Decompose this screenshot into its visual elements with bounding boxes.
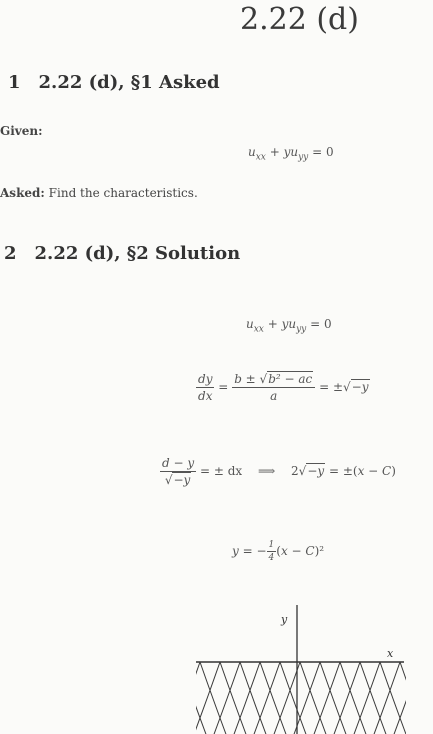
given-label: Given:	[0, 124, 43, 138]
section-1-number: 1	[8, 72, 21, 93]
section-1-title: 2.22 (d), §1 Asked	[38, 72, 220, 93]
y-axis-label: y	[281, 613, 288, 626]
asked-line	[0, 186, 198, 200]
asked-label: Asked:	[0, 186, 45, 200]
section-2-number: 2	[4, 243, 17, 264]
solution-equation-1: $u_{xx} + yu_{yy} = 0$	[246, 317, 332, 335]
section-1-heading	[8, 72, 220, 93]
solution-equation-3: $\frac{d - y}{√-y}$ = ± dx ⟹ 2√−y = ±(x − C)	[162, 456, 396, 487]
solution-equation-2: $\frac{dy}{dx}$ = $\frac{\text{b ± √b² − ac}}{a}$ = ±√−y	[198, 372, 369, 403]
x-axis-label: x	[387, 647, 394, 660]
asked-text: Find the characteristics.	[48, 186, 198, 200]
section-2-heading	[4, 243, 240, 264]
document-title: 2.22 (d)	[240, 2, 359, 37]
solution-equation-4: y = − $\frac{1}{4}$ (x − C)²	[232, 540, 325, 563]
given-equation: $u_{xx} + yu_{yy} = 0$	[248, 145, 334, 163]
characteristic-curves	[190, 662, 415, 734]
section-2-title: 2.22 (d), §2 Solution	[34, 243, 241, 264]
characteristics-sketch	[190, 605, 415, 734]
